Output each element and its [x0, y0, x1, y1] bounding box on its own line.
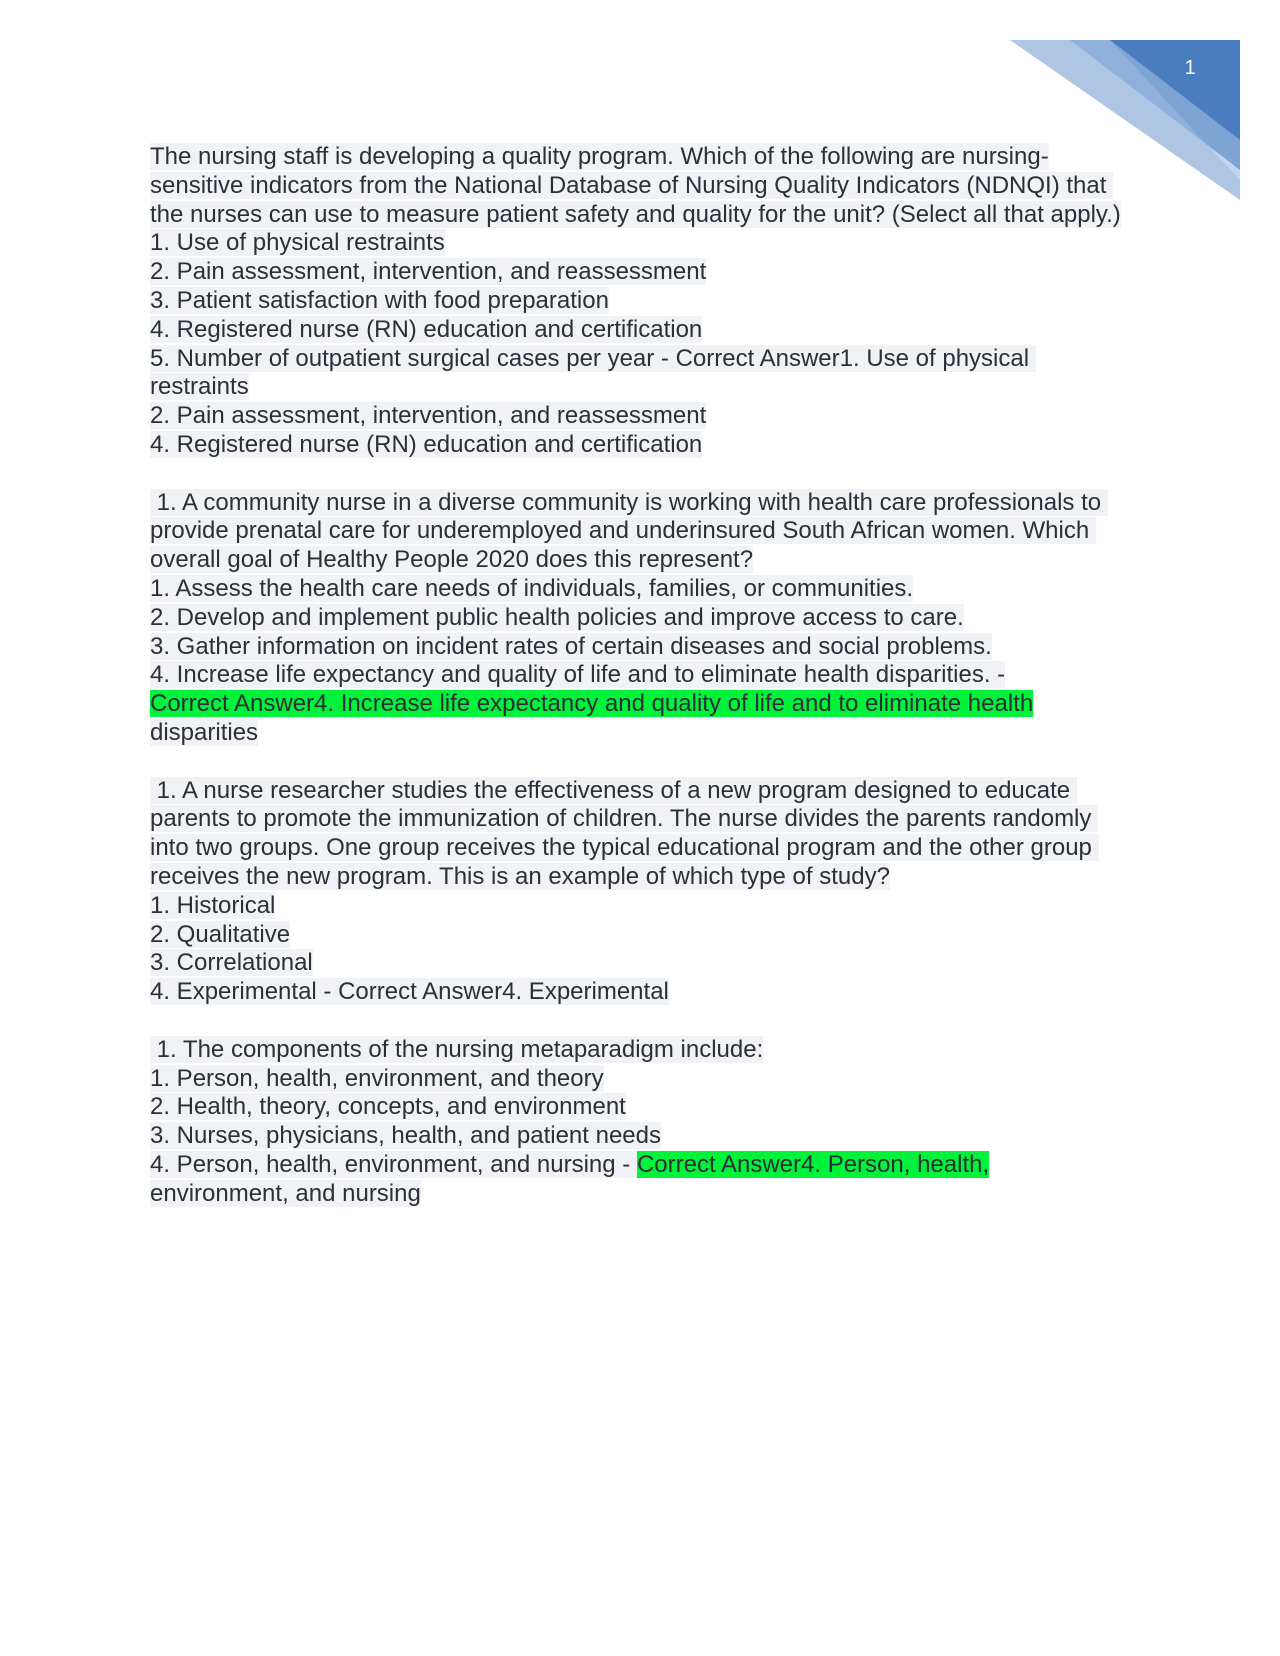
option-text: 4. Registered nurse (RN) education and certification	[150, 315, 703, 343]
option-line	[150, 949, 1130, 978]
answer-text: disparities	[150, 718, 259, 746]
answer-text: 4. Registered nurse (RN) education and certification	[150, 430, 703, 458]
answer-line	[150, 402, 1130, 431]
page-number: 1	[1184, 57, 1196, 79]
answer-line	[150, 1180, 1130, 1209]
question-stem: 1. A community nurse in a diverse community is working with health care professionals to provide prenatal care for underemployed and underinsured South African women. Which overall goal of Healthy People 2020 does this represent?	[150, 488, 1108, 574]
option-line	[150, 661, 1130, 690]
question-stem: The nursing staff is developing a quality program. Which of the following are nursing-sensitive indicators from the National Database of Nursing Quality Indicators (NDNQI) that the nurses can use to measure patient safety and quality for the unit? (Select all that apply.)	[150, 143, 1121, 228]
paragraph-gap	[150, 460, 1130, 489]
question-stem: 1. A nurse researcher studies the effectiveness of a new program designed to educate parents to promote the immunization of children. The nurse divides the parents randomly into two groups. One group receives the typical educational program and the other group receives the new program. This is an example of which type of study?	[150, 776, 1099, 890]
option-text: 3. Patient satisfaction with food preparation	[150, 286, 609, 314]
question-4	[150, 1036, 1130, 1065]
correct-answer-highlight: Correct Answer4. Person, health,	[636, 1150, 990, 1178]
option-line	[150, 258, 1130, 287]
option-line	[150, 978, 1130, 1007]
option-line	[150, 1122, 1130, 1151]
option-line	[150, 892, 1130, 921]
option-text: 5. Number of outpatient surgical cases per year - Correct Answer1. Use of physical restraints	[150, 344, 1036, 401]
option-line	[150, 345, 1130, 403]
correct-answer-line	[150, 690, 1130, 719]
option-line	[150, 287, 1130, 316]
option-line	[150, 1151, 1130, 1180]
correct-answer-highlight: Correct Answer4. Increase life expectancy and quality of life and to eliminate health	[150, 690, 1034, 718]
document-body	[150, 143, 1130, 1208]
option-line	[150, 921, 1130, 950]
option-line	[150, 604, 1130, 633]
question-3	[150, 777, 1130, 892]
option-line	[150, 633, 1130, 662]
question-stem: 1. The components of the nursing metaparadigm include:	[150, 1035, 764, 1063]
answer-text: 2. Pain assessment, intervention, and reassessment	[150, 402, 707, 430]
option-text: 1. Use of physical restraints	[150, 229, 445, 257]
option-text: 2. Health, theory, concepts, and environment	[150, 1093, 626, 1121]
option-line	[150, 229, 1130, 258]
option-text: 1. Person, health, environment, and theory	[150, 1064, 604, 1092]
option-text: 4. Increase life expectancy and quality of life and to eliminate health disparities. -	[150, 661, 1006, 689]
option-text: 2. Develop and implement public health policies and improve access to care.	[150, 603, 964, 631]
answer-line	[150, 719, 1130, 748]
paragraph-gap	[150, 1007, 1130, 1036]
option-text: 1. Assess the health care needs of individuals, families, or communities.	[150, 574, 914, 602]
paragraph-gap	[150, 748, 1130, 777]
option-text: 2. Pain assessment, intervention, and reassessment	[150, 258, 707, 286]
option-line	[150, 316, 1130, 345]
option-text: 3. Correlational	[150, 949, 313, 977]
option-line	[150, 575, 1130, 604]
answer-text: environment, and nursing	[150, 1179, 421, 1207]
option-line	[150, 1065, 1130, 1094]
option-line	[150, 1093, 1130, 1122]
question-1	[150, 143, 1130, 229]
answer-line	[150, 431, 1130, 460]
option-text: 4. Experimental - Correct Answer4. Experimental	[150, 978, 669, 1006]
option-text: 2. Qualitative	[150, 920, 291, 948]
option-text: 4. Person, health, environment, and nursing -	[150, 1150, 637, 1178]
option-text: 3. Gather information on incident rates of certain diseases and social problems.	[150, 632, 992, 660]
option-text: 3. Nurses, physicians, health, and patient needs	[150, 1122, 661, 1150]
question-2	[150, 489, 1130, 575]
option-text: 1. Historical	[150, 891, 276, 919]
